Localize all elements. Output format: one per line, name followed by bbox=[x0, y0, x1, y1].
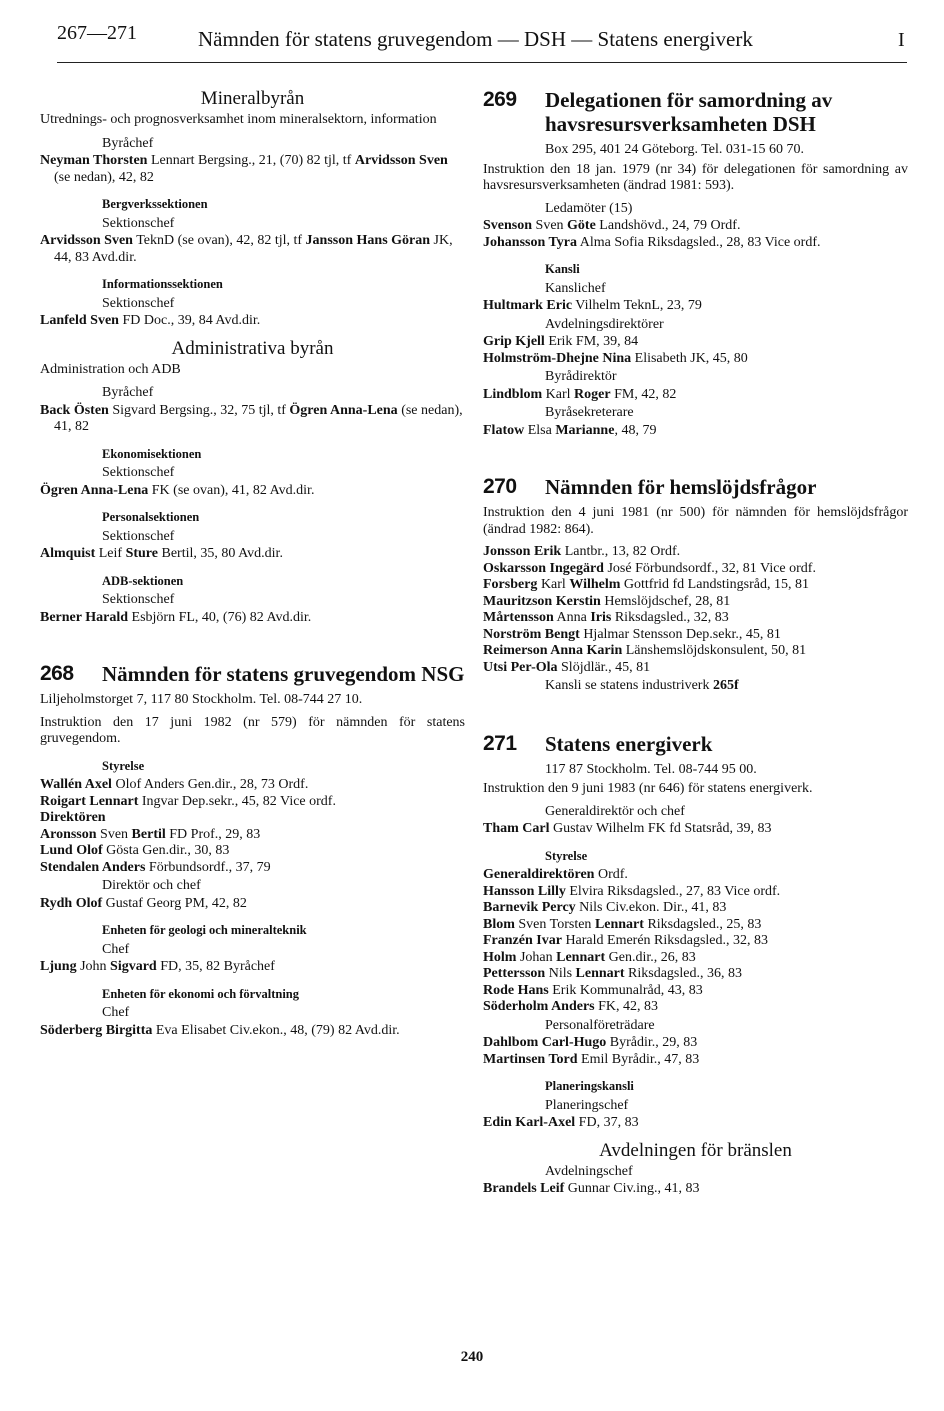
section-heading-270 bbox=[483, 475, 908, 499]
person-entry: Brandels Leif Gunnar Civ.ing., 41, 83 bbox=[483, 1181, 700, 1196]
section-heading-271 bbox=[483, 732, 908, 756]
board-list bbox=[40, 777, 465, 876]
section-instruction: Instruktion den 9 juni 1983 (nr 646) för statens energiverk. bbox=[483, 781, 813, 796]
person-entry: Stendalen Anders Förbundsordf., 37, 79 bbox=[40, 859, 271, 875]
role-label: Avdelningschef bbox=[545, 1163, 633, 1179]
person-entry: Barnevik Percy Nils Civ.ekon. Dir., 41, 83 bbox=[483, 900, 727, 915]
section-number: 270 bbox=[483, 475, 517, 498]
right-column bbox=[483, 88, 908, 1198]
person-entry: Rydh Olof Gustaf Georg PM, 42, 82 bbox=[40, 895, 247, 911]
person-entry: Holm Johan Lennart Gen.dir., 26, 83 bbox=[483, 949, 696, 965]
member-list bbox=[483, 334, 908, 367]
role-label: Chef bbox=[102, 1005, 130, 1020]
person-entry: Mårtensson Anna Iris Riksdagsled., 32, 83 bbox=[483, 610, 729, 625]
person-entry: Martinsen Tord Emil Byrådir., 47, 83 bbox=[483, 1051, 700, 1067]
dept-title-administrativa: Administrativa byrån bbox=[171, 337, 334, 359]
subsection-heading: Enheten för geologi och mineralteknik bbox=[102, 923, 307, 937]
subsection-heading: Planeringskansli bbox=[545, 1079, 634, 1093]
section-instruction: Instruktion den 4 juni 1981 (nr 500) för nämnden för hemslöjdsfrågor (ändrad 1982: 864). bbox=[483, 505, 908, 537]
section-address: Liljeholmstorget 7, 117 80 Stockholm. Tel. 08-744 27 10. bbox=[40, 692, 363, 707]
person-entry: Rode Hans Erik Kommunalråd, 43, 83 bbox=[483, 982, 703, 998]
person-entry: Forsberg Karl Wilhelm Gottfrid fd Landstingsråd, 15, 81 bbox=[483, 577, 809, 592]
person-entry: Holmström-Dhejne Nina Elisabeth JK, 45, 80 bbox=[483, 350, 748, 366]
person-entry: Aronsson Sven Bertil FD Prof., 29, 83 bbox=[40, 826, 261, 842]
member-list bbox=[483, 1035, 908, 1068]
section-title: Delegationen för samordning av havsresursverksamheten DSH bbox=[545, 88, 833, 136]
section-heading-268 bbox=[40, 662, 465, 686]
person-entry: Reimerson Anna Karin Länshemslöjdskonsulent, 50, 81 bbox=[483, 643, 807, 658]
role-label: Sektionschef bbox=[102, 215, 175, 231]
role-label: Generaldirektör och chef bbox=[545, 803, 685, 819]
role-label: Byråchef bbox=[102, 135, 154, 151]
person-entry: Roigart Lennart Ingvar Dep.sekr., 45, 82 Vice ordf. bbox=[40, 793, 336, 809]
role-label: Planeringschef bbox=[545, 1097, 629, 1113]
running-header bbox=[0, 0, 944, 70]
person-entry: Edin Karl-Axel FD, 37, 83 bbox=[483, 1115, 639, 1130]
header-rule bbox=[57, 62, 907, 63]
person-entry: Norström Bengt Hjalmar Stensson Dep.sekr., 45, 81 bbox=[483, 626, 781, 642]
section-address: Box 295, 401 24 Göteborg. Tel. 031-15 60 70. bbox=[545, 142, 805, 157]
section-address: 117 87 Stockholm. Tel. 08-744 95 00. bbox=[545, 761, 757, 777]
person-entry: Almquist Leif Sture Bertil, 35, 80 Avd.dir. bbox=[40, 546, 283, 561]
role-label: Sektionschef bbox=[102, 465, 175, 480]
person-entry: Generaldirektören Ordf. bbox=[483, 867, 628, 882]
subsection-heading: Styrelse bbox=[545, 848, 588, 863]
subsection-heading: ADB-sektionen bbox=[102, 573, 184, 588]
role-label: Avdelningsdirektörer bbox=[545, 316, 664, 332]
person-entry: Wallén Axel Olof Anders Gen.dir., 28, 73 Ordf. bbox=[40, 777, 309, 792]
person-entry: Blom Sven Torsten Lennart Riksdagsled., 25, 83 bbox=[483, 916, 762, 932]
subsection-heading: Kansli bbox=[545, 262, 580, 276]
section-instruction: Instruktion den 17 juni 1982 (nr 579) för nämnden för statens gruvegendom. bbox=[40, 714, 465, 746]
section-title: Statens energiverk bbox=[545, 731, 713, 756]
person-entry: Utsi Per-Ola Slöjdlär., 45, 81 bbox=[483, 659, 651, 675]
role-label: Byrådirektör bbox=[545, 369, 617, 384]
kansli-reference: Kansli se statens industriverk 265f bbox=[545, 678, 739, 693]
person-entry: Söderholm Anders FK, 42, 83 bbox=[483, 999, 659, 1014]
dept-title-mineralbyran: Mineralbyrån bbox=[200, 88, 305, 109]
role-label: Direktör och chef bbox=[102, 878, 201, 893]
role-label: Sektionschef bbox=[102, 592, 175, 607]
person-entry: Ögren Anna-Lena FK (se ovan), 41, 82 Avd.dir. bbox=[40, 482, 315, 498]
person-entry: Lund Olof Gösta Gen.dir., 30, 83 bbox=[40, 843, 230, 858]
subsection-heading: Personalsektionen bbox=[102, 510, 200, 524]
person-entry: Pettersson Nils Lennart Riksdagsled., 36, 83 bbox=[483, 966, 742, 981]
section-number: 268 bbox=[40, 662, 74, 685]
subsection-heading: Styrelse bbox=[102, 758, 145, 773]
role-label: Personalföreträdare bbox=[545, 1017, 655, 1033]
header-section-range: 267—271 bbox=[57, 22, 137, 44]
dept-desc: Utrednings- och prognosverksamhet inom mineralsektorn, information bbox=[40, 112, 437, 127]
subsection-heading: Informationssektionen bbox=[102, 277, 223, 291]
section-title: Nämnden för statens gruvegendom NSG bbox=[102, 662, 465, 686]
person-entry: Ljung John Sigvard FD, 35, 82 Byråchef bbox=[40, 959, 275, 974]
section-number: 269 bbox=[483, 88, 517, 111]
dept-desc: Administration och ADB bbox=[40, 361, 181, 377]
person-entry: Flatow Elsa Marianne, 48, 79 bbox=[483, 422, 657, 438]
subsection-heading: Enheten för ekonomi och förvaltning bbox=[102, 986, 299, 1001]
person-entry: Franzén Ivar Harald Emerén Riksdagsled., 32, 83 bbox=[483, 933, 768, 948]
person-entry: Neyman Thorsten Lennart Bergsing., 21, (70) 82 tjl, tf Arvidsson Sven (se nedan), 42, 82 bbox=[40, 153, 448, 185]
person-entry: Svenson Sven Göte Landshövd., 24, 79 Ordf. bbox=[483, 218, 741, 233]
role-label: Byråchef bbox=[102, 385, 154, 400]
role-label: Sektionschef bbox=[102, 528, 175, 544]
section-title: Nämnden för hemslöjdsfrågor bbox=[545, 475, 817, 499]
person-entry: Lanfeld Sven FD Doc., 39, 84 Avd.dir. bbox=[40, 313, 261, 328]
person-entry: Hultmark Eric Vilhelm TeknL, 23, 79 bbox=[483, 298, 702, 313]
person-entry: Jonsson Erik Lantbr., 13, 82 Ordf. bbox=[483, 544, 681, 559]
header-volume-numeral: I bbox=[898, 29, 905, 51]
role-label: Ledamöter (15) bbox=[545, 200, 633, 216]
person-entry: Lindblom Karl Roger FM, 42, 82 bbox=[483, 386, 677, 402]
role-label: Kanslichef bbox=[545, 280, 606, 296]
role-label: Byråsekreterare bbox=[545, 405, 634, 420]
section-instruction: Instruktion den 18 jan. 1979 (nr 34) för delegationen för samordning av havsresursverksamheten (ändrad 1981: 593). bbox=[483, 161, 908, 193]
person-entry: Tham Carl Gustav Wilhelm FK fd Statsråd, 39, 83 bbox=[483, 821, 772, 836]
page-number: 240 bbox=[460, 1349, 484, 1365]
person-entry: Berner Harald Esbjörn FL, 40, (76) 82 Avd.dir. bbox=[40, 609, 312, 625]
member-list bbox=[483, 544, 908, 676]
person-entry: Grip Kjell Erik FM, 39, 84 bbox=[483, 334, 639, 349]
person-entry: Direktören bbox=[40, 810, 106, 825]
subsection-heading: Ekonomisektionen bbox=[102, 446, 202, 461]
person-entry: Johansson Tyra Alma Sofia Riksdagsled., 28, 83 Vice ordf. bbox=[483, 234, 821, 250]
role-label: Sektionschef bbox=[102, 295, 175, 311]
board-list bbox=[483, 867, 908, 1016]
role-label: Chef bbox=[102, 941, 130, 957]
person-entry: Arvidsson Sven TeknD (se ovan), 42, 82 tjl, tf Jansson Hans Göran JK, 44, 83 Avd.dir. bbox=[40, 233, 453, 265]
person-entry: Mauritzson Kerstin Hemslöjdschef, 28, 81 bbox=[483, 593, 731, 609]
header-running-title: Nämnden för statens gruvegendom — DSH — Statens energiverk bbox=[198, 27, 753, 51]
person-entry: Hansson Lilly Elvira Riksdagsled., 27, 83 Vice ordf. bbox=[483, 883, 781, 899]
section-heading-269 bbox=[483, 88, 908, 136]
person-entry: Söderberg Birgitta Eva Elisabet Civ.ekon., 48, (79) 82 Avd.dir. bbox=[40, 1022, 400, 1038]
person-entry: Dahlbom Carl-Hugo Byrådir., 29, 83 bbox=[483, 1035, 698, 1050]
section-number: 271 bbox=[483, 731, 517, 755]
dept-title-bransle: Avdelningen för bränslen bbox=[599, 1139, 792, 1161]
subsection-heading: Bergverkssektionen bbox=[102, 197, 208, 211]
member-list bbox=[483, 218, 908, 251]
person-entry: Oskarsson Ingegärd José Förbundsordf., 32, 81 Vice ordf. bbox=[483, 560, 816, 576]
left-column bbox=[40, 88, 465, 1039]
person-entry: Back Östen Sigvard Bergsing., 32, 75 tjl, tf Ögren Anna-Lena (se nedan), 41, 82 bbox=[40, 402, 463, 434]
